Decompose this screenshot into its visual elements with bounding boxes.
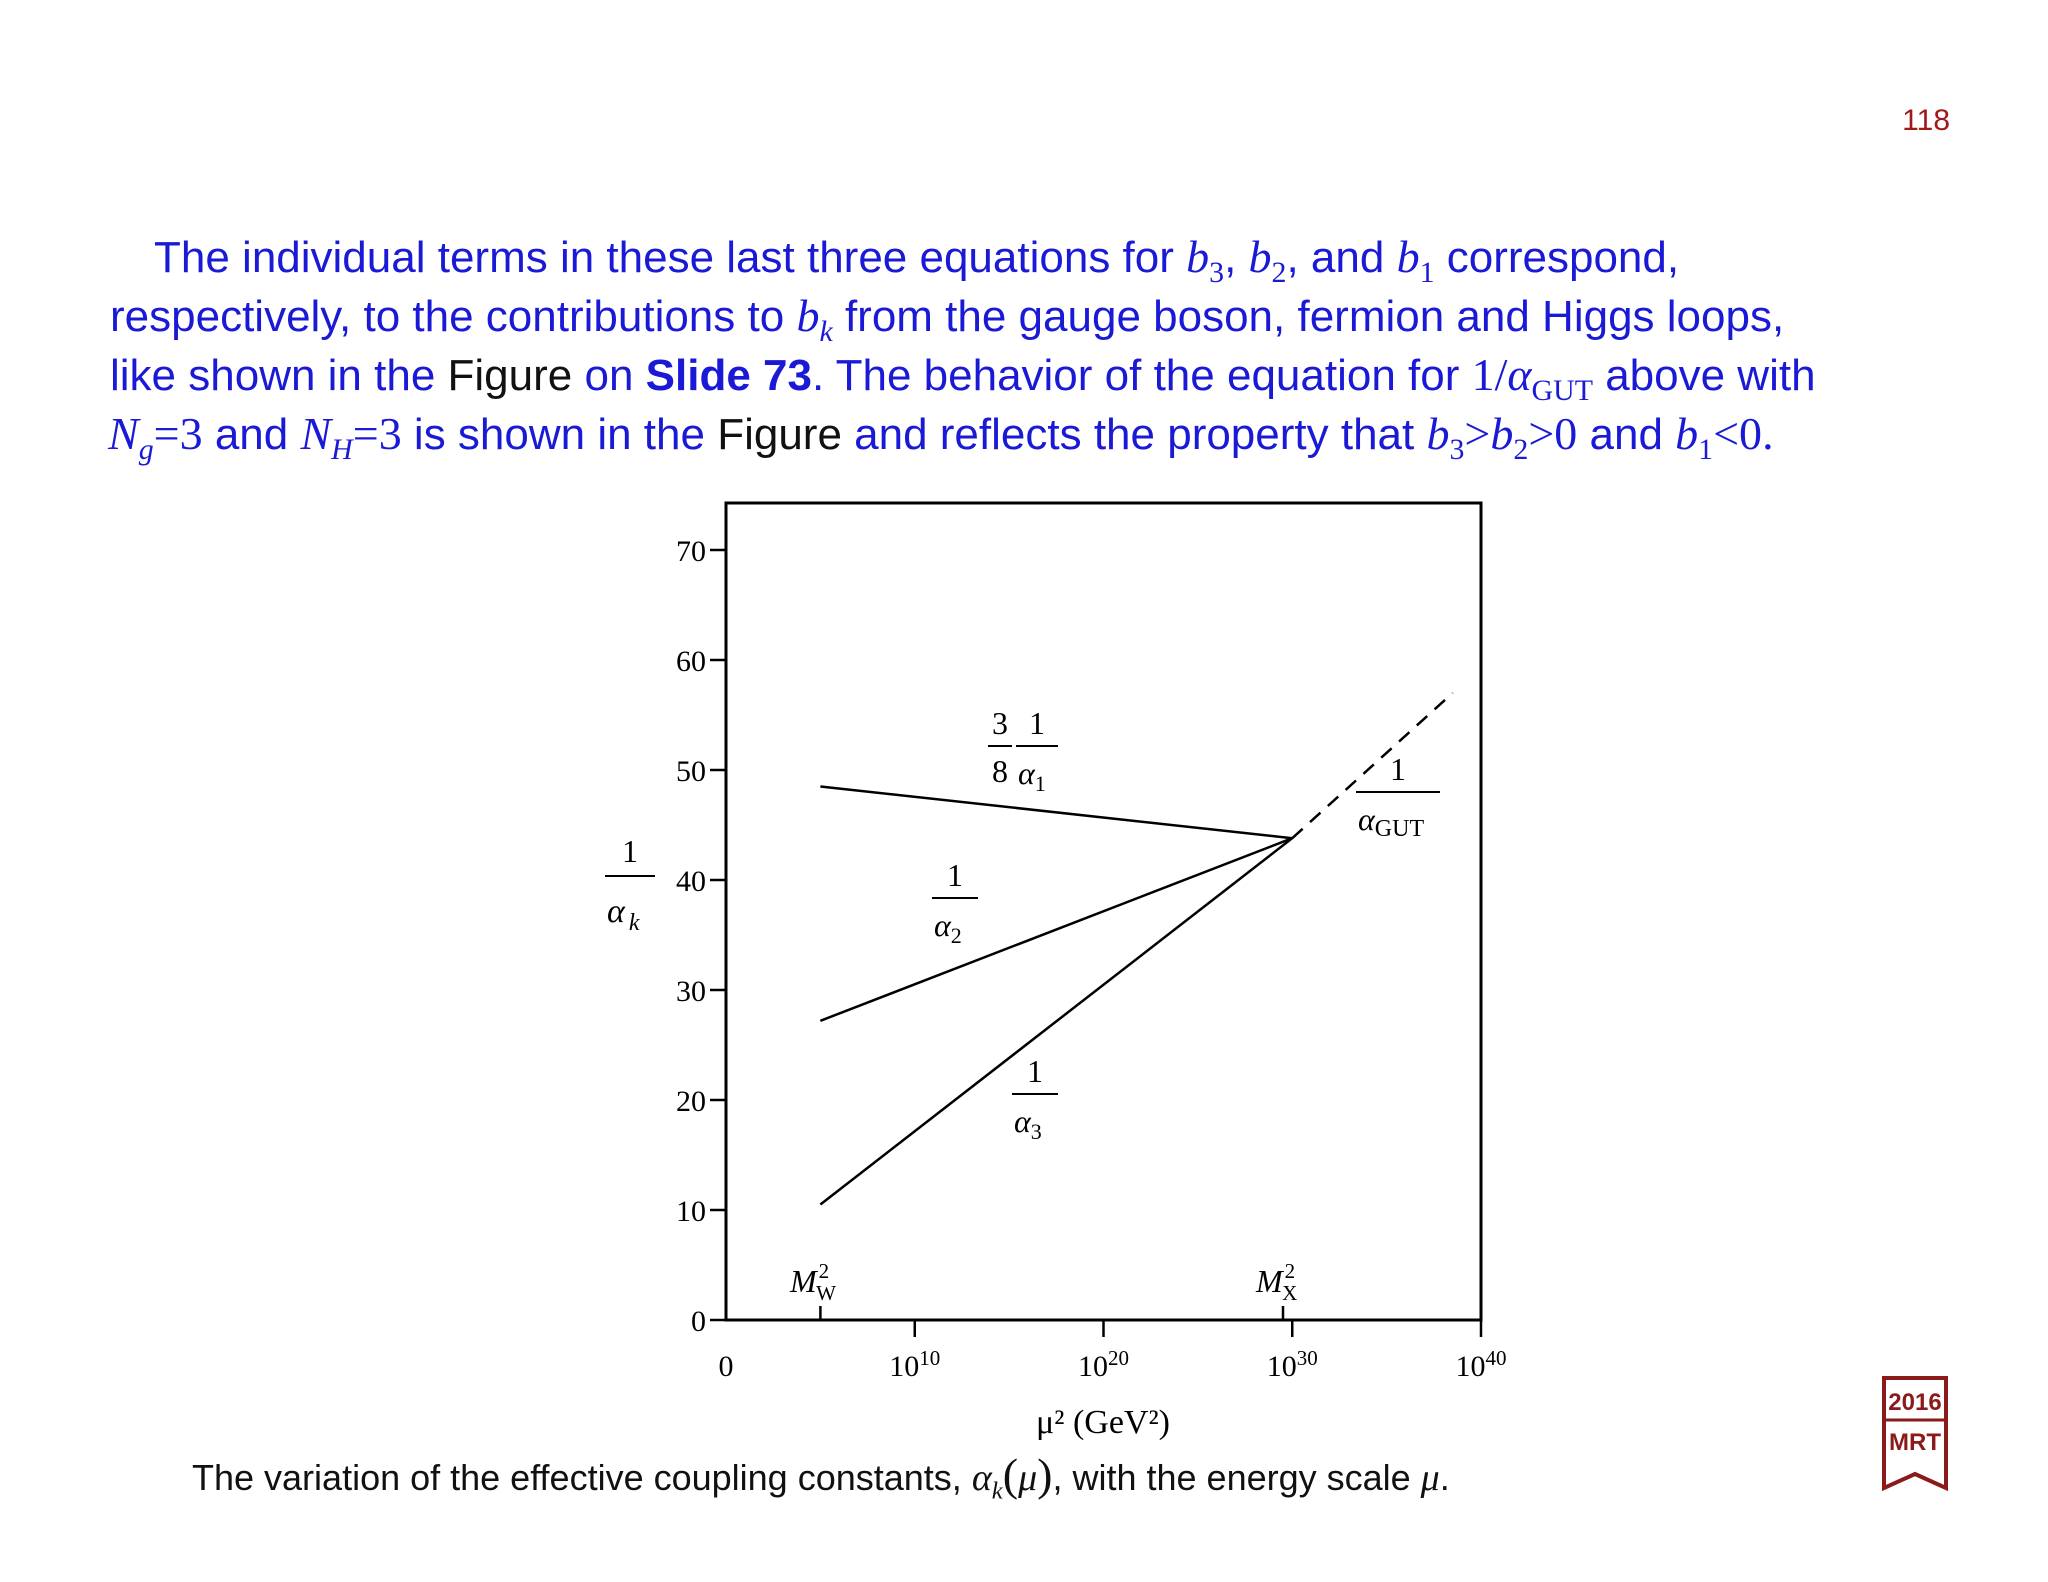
ytick-70	[676, 535, 726, 568]
ytick-label: 0	[691, 1305, 706, 1338]
b1-inequality: $b_1<0$	[1675, 408, 1763, 467]
text-run: . The behavior of the equation for	[811, 351, 1472, 400]
xtick-40	[1456, 1320, 1507, 1383]
y-axis-label	[605, 833, 655, 936]
xtick-30	[1267, 1320, 1318, 1383]
text-run: like shown in the	[110, 351, 448, 400]
label-alpha2	[932, 857, 978, 948]
text-run: is shown in the	[401, 410, 718, 459]
b-inequality: $b_3>b_2>0$	[1426, 408, 1578, 467]
badge-text: MRT	[1889, 1429, 1941, 1456]
text-run: ,	[1224, 233, 1249, 282]
nh-symbol: $N_H=3$	[300, 408, 402, 467]
x-axis-label: μ² (GeV²)	[1036, 1404, 1170, 1441]
figure-caption	[192, 1448, 1450, 1505]
slide-link[interactable]: Slide 73	[645, 351, 812, 400]
xtick-0	[719, 1350, 734, 1383]
xtick-label: $10^{10}$	[889, 1346, 941, 1383]
caption-text: .	[1439, 1457, 1450, 1498]
text-run: and	[202, 410, 301, 459]
b1-symbol: $b_1$	[1396, 231, 1435, 290]
b3-symbol: $b_3$	[1186, 231, 1225, 290]
text-run: .	[1762, 408, 1774, 459]
ytick-label: 10	[676, 1195, 706, 1228]
xtick-label: 0	[718, 1350, 734, 1383]
ytick-30	[676, 975, 726, 1008]
label-alpha-gut-denominator: αGUT	[1358, 801, 1425, 842]
label-alpha2-denominator: $\alpha_2$	[934, 907, 962, 948]
ytick-label: 20	[676, 1085, 706, 1118]
text-run: above with	[1592, 351, 1816, 400]
bk-symbol: $b_k$	[796, 290, 833, 349]
label-alpha1-numerator: 1	[1029, 705, 1045, 741]
mu-symbol: μ	[1420, 1457, 1440, 1499]
ytick-50	[676, 755, 726, 788]
label-alpha3-numerator: 1	[1027, 1053, 1043, 1089]
figure-reference: Figure	[717, 410, 842, 459]
label-alpha-gut-numerator: 1	[1390, 751, 1406, 787]
ng-symbol: $N_g=3$	[108, 408, 203, 467]
text-run: and reflects the property that	[841, 410, 1427, 459]
text-run: from the gauge boson, fermion and Higgs loops,	[832, 292, 1785, 341]
ytick-label: 50	[676, 755, 706, 788]
mw-label: $M^2$ W	[790, 1259, 836, 1305]
text-run: and	[1577, 410, 1676, 459]
ytick-60	[676, 645, 726, 678]
label-alpha3	[1012, 1053, 1058, 1144]
label-alpha1-pre-denominator: 8	[992, 753, 1008, 789]
label-alpha1-pre-numerator: 3	[992, 705, 1008, 741]
label-alpha1	[988, 705, 1058, 796]
alpha-k-symbol: $\alpha_k(\mu)$	[971, 1449, 1053, 1505]
ytick-40	[676, 865, 726, 898]
text-run: correspond,	[1434, 233, 1680, 282]
mx-label: $M^2$ X	[1256, 1259, 1298, 1305]
xtick-label: $10^{30}$	[1266, 1346, 1318, 1383]
ytick-label: 40	[676, 865, 706, 898]
xtick-label: $10^{40}$	[1455, 1346, 1507, 1383]
text-run: , and	[1286, 233, 1397, 282]
label-alpha1-denominator: $\alpha_1$	[1018, 755, 1046, 796]
ytick-20	[676, 1085, 726, 1118]
x-axis	[719, 1320, 1507, 1441]
label-alpha2-numerator: 1	[947, 857, 963, 893]
mw-marker	[789, 1259, 836, 1320]
ytick-label: 70	[676, 535, 706, 568]
ytick-10	[676, 1195, 726, 1228]
series-line-alpha1	[820, 787, 1292, 839]
caption-text: The variation of the effective coupling constants,	[192, 1457, 972, 1498]
badge-year: 2016	[1888, 1389, 1942, 1416]
ytick-label: 30	[676, 975, 706, 1008]
xtick-label: $10^{20}$	[1078, 1346, 1129, 1383]
page-number: 118	[1902, 104, 1950, 137]
series-line-alpha2	[820, 838, 1292, 1021]
series-line-alpha3	[820, 838, 1292, 1204]
mrt-badge	[1882, 1376, 1948, 1496]
xtick-20	[1078, 1320, 1129, 1383]
y-axis-label-denominator: α $_k$	[607, 893, 640, 936]
label-alpha3-denominator: $\alpha_3$	[1014, 1103, 1042, 1144]
figure-reference: Figure	[447, 351, 573, 400]
mx-marker	[1255, 1259, 1297, 1320]
label-alpha-gut	[1356, 751, 1440, 842]
ytick-0	[691, 1305, 726, 1338]
xtick-10	[889, 1320, 940, 1383]
text-run: respectively, to the contributions to	[110, 292, 797, 341]
y-axis-label-numerator: 1	[622, 833, 638, 869]
series-lines	[820, 693, 1452, 1205]
b2-symbol: $b_2$	[1248, 231, 1287, 290]
inverse-alpha-gut-symbol: $1/\alpha_{GUT}$	[1471, 349, 1593, 408]
caption-text: , with the energy scale	[1052, 1457, 1421, 1498]
y-axis	[676, 535, 726, 1338]
text-run: The individual terms in these last three equations for	[154, 233, 1187, 282]
text-run: on	[572, 351, 646, 400]
ytick-label: 60	[676, 645, 706, 678]
